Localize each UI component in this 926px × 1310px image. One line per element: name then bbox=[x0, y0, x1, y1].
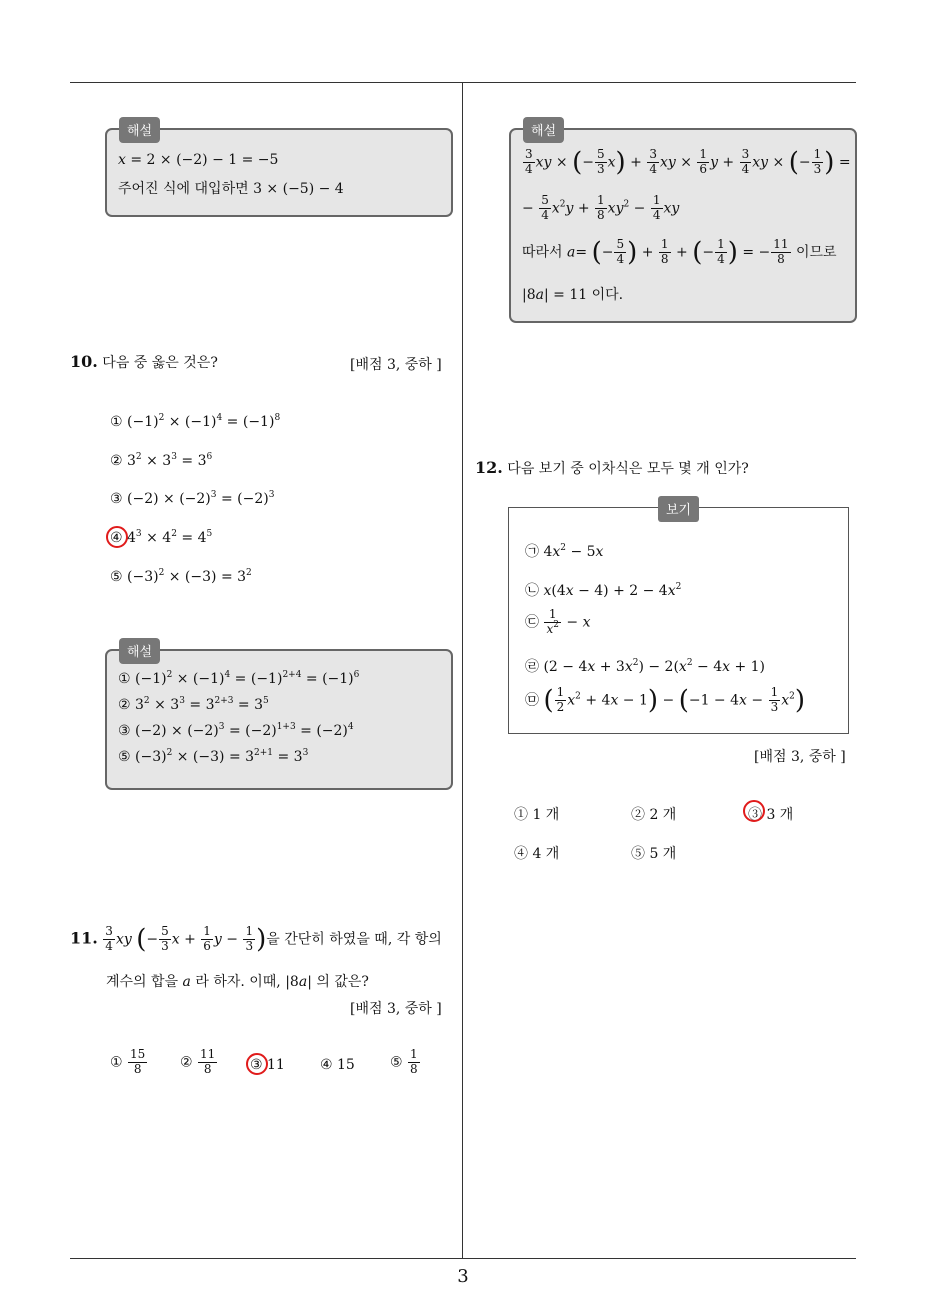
q11-option-4[interactable]: ④ 15 bbox=[320, 1057, 355, 1073]
q10-solution-line-3: ③ $(-2) \times (-2)^3 = (-2)^{1+3} = (-2)^4$ bbox=[118, 722, 354, 739]
q12-answer-mark bbox=[743, 800, 765, 822]
bottom-rule bbox=[70, 1258, 856, 1259]
q11-number: 11. bbox=[70, 928, 98, 948]
q11-solution-line-1: $\frac{3}{4}$ xy × (− $\frac{5}{3}$ x) + $\frac{3}{4}$ xy × $\frac{1}{6}$ y + $\frac{3}{4}$ xy × (− $\frac{1}{3}$ ) = bbox=[525, 147, 851, 178]
q12-number: 12. bbox=[475, 458, 503, 477]
q11-solution-line-2: − $\frac{5}{4}$ $x^2y$ + $\frac{1}{8}$ $xy^2$ − $\frac{1}{4}$ xy bbox=[522, 193, 680, 222]
q12-bogi-tag: 보기 bbox=[658, 496, 699, 522]
q12-item-1: ㉠ $4x^2 - 5x$ bbox=[525, 543, 604, 560]
q12-item-5: ㉤ ( $\frac{1}{2}$ $x^2 + 4x - 1) - (-1 - 4x$ − $\frac{1}{3}$ $x^2$) bbox=[525, 685, 806, 716]
q10-solution-line-4: ⑤ $(-3)^2 \times (-3) = 3^{2+1} = 3^3$ bbox=[118, 748, 309, 765]
q10-solution-tag: 해설 bbox=[119, 638, 160, 664]
q11-text-after: 을 간단히 하였을 때, 각 항의 bbox=[266, 931, 442, 948]
q11-solution-tag: 해설 bbox=[523, 117, 564, 143]
q12-bogi-box bbox=[508, 507, 849, 734]
q12-item-3: ㉢ $\frac{1}{x^2}$ − x bbox=[525, 607, 591, 636]
q12-question-text: 다음 보기 중 이차식은 모두 몇 개 인가? bbox=[507, 461, 749, 477]
q10-question-text: 다음 중 옳은 것은? bbox=[102, 355, 218, 371]
q11-line-2: 계수의 합을 a 라 하자. 이때, |8a| 의 값은? bbox=[106, 974, 369, 990]
q12-points: [배점 3, 중하 ] bbox=[754, 749, 846, 765]
q10-solution-box bbox=[105, 649, 453, 790]
q12-option-2[interactable]: ② 2 개 bbox=[631, 807, 677, 823]
q11-option-1[interactable]: ① $\frac{15}{8}$ bbox=[110, 1047, 146, 1076]
q11-stem: 11. $\frac{3}{4}$ xy (− $\frac{5}{3}$ x + $\frac{1}{6}$ y − $\frac{1}{3}$ )을 간단히 하였을 때, 각 항의 bbox=[70, 924, 442, 955]
q12-stem bbox=[475, 458, 749, 478]
q11-option-3[interactable]: ③ 11 bbox=[250, 1057, 285, 1073]
q11-solution-line-3: 따라서 a= (− $\frac{5}{4}$ ) + $\frac{1}{8}$ + (− $\frac{1}{4}$ ) = − $\frac{11}{8}$ 이므로 bbox=[522, 237, 837, 268]
q12-item-2: ㉡ $x(4x - 4) + 2 - 4x^2$ bbox=[525, 582, 682, 599]
q12-option-5[interactable]: ⑤ 5 개 bbox=[631, 846, 677, 862]
q10-option-3[interactable]: ③ $(-2) \times (-2)^3 = (-2)^3$ bbox=[110, 490, 275, 507]
q11-option-5[interactable]: ⑤ $\frac{1}{8}$ bbox=[390, 1047, 418, 1076]
q12-option-4[interactable]: ④ 4 개 bbox=[514, 846, 560, 862]
q10-option-2[interactable]: ② $3^2 \times 3^3 = 3^6$ bbox=[110, 452, 213, 469]
q11-solution-box bbox=[509, 128, 857, 323]
q10-option-4[interactable]: ④ $4^3 \times 4^2 = 4^5$ bbox=[110, 529, 213, 546]
q11-answer-mark bbox=[246, 1053, 268, 1075]
q11-points: [배점 3, 중하 ] bbox=[350, 1001, 442, 1017]
q9-solution-tag: 해설 bbox=[119, 117, 160, 143]
q10-option-1[interactable]: ① $(-1)^2 \times (-1)^4 = (-1)^8$ bbox=[110, 413, 281, 430]
q9-solution-line-1: x = 2 × (−2) − 1 = −5 bbox=[118, 152, 279, 168]
q10-answer-mark bbox=[106, 526, 128, 548]
column-divider bbox=[462, 83, 463, 1258]
q10-stem bbox=[70, 352, 218, 372]
q10-solution-line-1: ① $(-1)^2 \times (-1)^4 = (-1)^{2+4} = (-1)^6$ bbox=[118, 670, 360, 687]
q10-option-5[interactable]: ⑤ $(-3)^2 \times (-3) = 3^2$ bbox=[110, 568, 252, 585]
q9-solution-line-2: 주어진 식에 대입하면 3 × (−5) − 4 bbox=[118, 181, 344, 197]
q12-option-3[interactable]: ③ 3 개 bbox=[748, 807, 794, 823]
q11-solution-suffix: 이므로 bbox=[795, 244, 837, 261]
q12-option-1[interactable]: ① 1 개 bbox=[514, 807, 560, 823]
q10-number: 10. bbox=[70, 352, 98, 371]
q10-points: [배점 3, 중하 ] bbox=[350, 357, 442, 373]
q12-item-4: ㉣ $(2 - 4x + 3x^2) - 2(x^2 - 4x + 1)$ bbox=[525, 658, 766, 675]
top-rule bbox=[70, 82, 856, 83]
q11-solution-line-4: |8a| = 11 이다. bbox=[522, 287, 624, 303]
page-number: 3 bbox=[457, 1266, 469, 1287]
q11-option-2[interactable]: ② $\frac{11}{8}$ bbox=[180, 1047, 216, 1076]
q10-solution-line-2: ② $3^2 \times 3^3 = 3^{2+3} = 3^5$ bbox=[118, 696, 269, 713]
